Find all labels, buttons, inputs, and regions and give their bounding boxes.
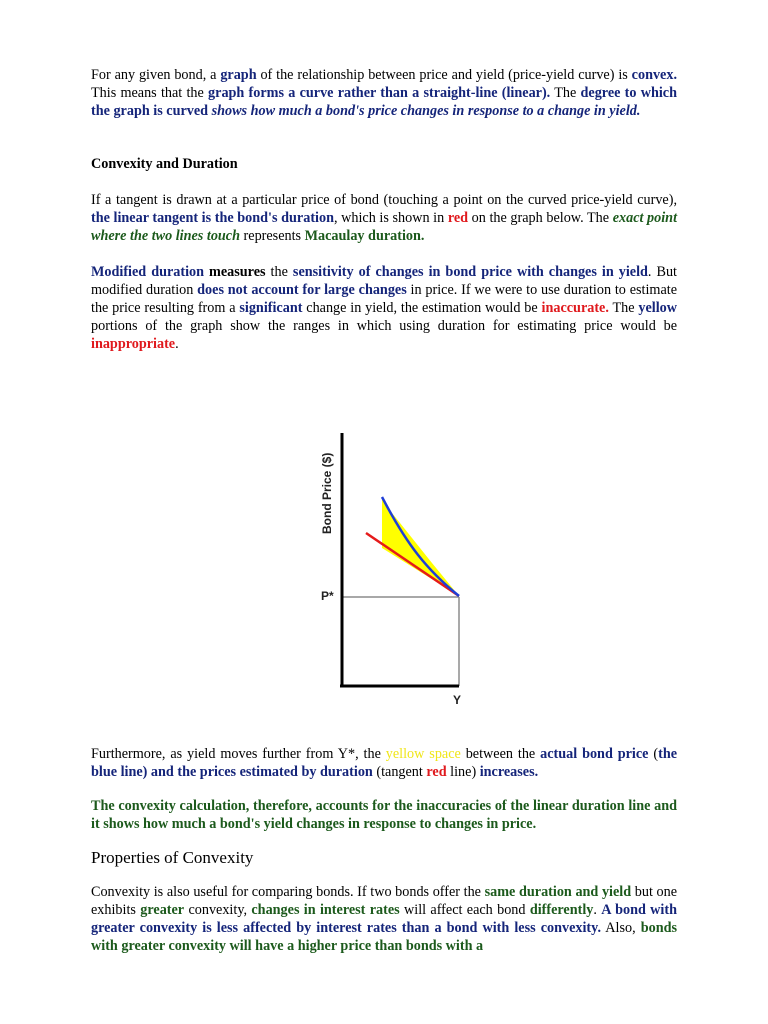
text-span: will affect each bond bbox=[399, 902, 530, 918]
text-span: Convexity is also useful for comparing bonds. If two bonds offer the bbox=[91, 884, 485, 900]
highlight-interest-rates: changes in interest rates bbox=[251, 902, 400, 918]
highlight-tangent: the linear tangent is the bond's duration bbox=[91, 210, 334, 226]
highlight-significant: significant bbox=[239, 300, 303, 316]
section-heading-convexity-duration: Convexity and Duration bbox=[91, 156, 238, 172]
y-axis-end-label: Y bbox=[453, 693, 462, 707]
text-span: but one exhibits bbox=[91, 884, 678, 918]
yellow-gap-region bbox=[382, 497, 459, 596]
text-span: The bbox=[608, 300, 639, 316]
highlight-inappropriate: inappropriate bbox=[91, 336, 176, 352]
properties-paragraph bbox=[91, 883, 677, 955]
text-span: ) bbox=[142, 764, 151, 780]
text-span: convexity, bbox=[184, 902, 252, 918]
convexity-calculation-paragraph: The convexity calculation, therefore, accounts for the inaccuracies of the linear duration line and it shows how much a bond's yield changes in response to changes in price. bbox=[91, 798, 677, 832]
highlight-curve: graph forms a curve rather than a straight-line (linear). bbox=[208, 85, 551, 101]
text-span: of the relationship between price and yield (price-yield curve) is bbox=[256, 67, 632, 83]
text-span: the bbox=[265, 264, 293, 280]
text-span: Furthermore, as yield moves further from Y*, the bbox=[91, 746, 386, 762]
highlight-inaccurate: inaccurate. bbox=[541, 300, 609, 316]
highlight-exact-point: exact point where the two lines touch bbox=[91, 210, 678, 244]
text-span: change in yield, the estimation would be bbox=[302, 300, 542, 316]
highlight-yellow: yellow bbox=[638, 300, 677, 316]
text-span: Also, bbox=[601, 920, 641, 936]
modified-duration-paragraph bbox=[91, 263, 677, 353]
highlight-graph: graph bbox=[220, 67, 257, 83]
highlight-red-line: red bbox=[426, 764, 447, 780]
price-yield-diagram bbox=[312, 425, 472, 715]
text-span: ( bbox=[648, 746, 659, 762]
text-span: For any given bond, a bbox=[91, 67, 221, 83]
text-span: . But modified duration bbox=[91, 264, 677, 298]
highlight-differently: differently bbox=[529, 902, 594, 918]
highlight-sensitivity: sensitivity of changes in bond price with changes in yield bbox=[292, 264, 648, 280]
text-span: The bbox=[550, 85, 581, 101]
highlight-red: red bbox=[447, 210, 469, 226]
p-star-label: P* bbox=[321, 589, 334, 603]
text-span: in price. If we were to use duration to estimate the price resulting from a bbox=[91, 282, 677, 316]
highlight-convex: convex. bbox=[631, 67, 677, 83]
highlight-higher-price: bonds with greater convexity will have a higher price than bonds with a bbox=[91, 920, 678, 954]
highlight-less-affected: A bond with greater convexity is less affected by interest rates than a bond with less convexity. bbox=[91, 902, 677, 936]
highlight-modified-duration: Modified duration bbox=[91, 264, 205, 280]
highlight-actual-price: actual bond price bbox=[540, 746, 649, 762]
highlight-same-duration: same duration and yield bbox=[484, 884, 632, 900]
price-yield-figure bbox=[312, 425, 472, 715]
text-span: If a tangent is drawn at a particular price of bond (touching a point on the curved price-yield curve), bbox=[91, 192, 677, 208]
text-span: . bbox=[593, 902, 602, 918]
text-span: (tangent bbox=[372, 764, 427, 780]
highlight-blue-line: the blue line bbox=[91, 746, 678, 780]
highlight-estimated: and the prices estimated by duration bbox=[150, 764, 373, 780]
y-axis-label: Bond Price ($) bbox=[320, 452, 334, 534]
highlight-degree: degree to which the graph is curved bbox=[91, 85, 677, 119]
text-span: portions of the graph show the ranges in which using duration for estimating price would be bbox=[91, 318, 677, 334]
text-span: . bbox=[175, 336, 179, 352]
highlight-greater: greater bbox=[140, 902, 185, 918]
section-heading-properties: Properties of Convexity bbox=[91, 848, 254, 867]
text-span: represents bbox=[240, 228, 305, 244]
intro-paragraph bbox=[91, 66, 677, 120]
highlight-yellow-space: yellow space bbox=[385, 746, 461, 762]
highlight-shows: shows how much a bond's price changes in response to a change in yield. bbox=[208, 103, 641, 119]
text-span: , which is shown in bbox=[333, 210, 448, 226]
text-span: on the graph below. The bbox=[468, 210, 613, 226]
highlight-increases: increases. bbox=[479, 764, 539, 780]
highlight-macaulay: Macaulay duration. bbox=[304, 228, 425, 244]
highlight-large-changes: does not account for large changes bbox=[197, 282, 407, 298]
yield-space-paragraph bbox=[91, 745, 677, 781]
tangent-paragraph bbox=[91, 191, 677, 245]
text-span: This means that the bbox=[91, 85, 209, 101]
highlight-measures: measures bbox=[204, 264, 266, 280]
text-span: between the bbox=[460, 746, 541, 762]
text-span: line) bbox=[446, 764, 480, 780]
